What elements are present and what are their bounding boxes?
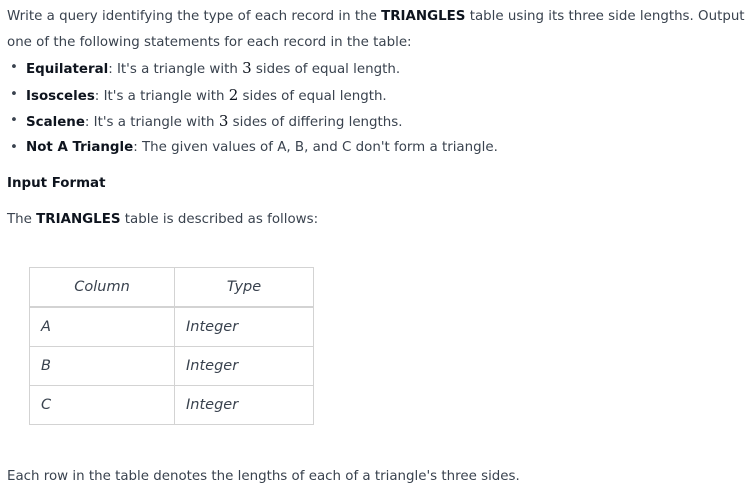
type-term: Not A Triangle — [26, 139, 134, 155]
bullet-icon: • — [10, 86, 18, 102]
columns-table — [29, 267, 314, 425]
type-num: 3 — [218, 112, 229, 130]
problem-statement — [7, 4, 747, 484]
bullet-icon: • — [10, 60, 18, 75]
table-row — [30, 386, 314, 425]
table-row — [30, 347, 314, 386]
type-desc-end: sides of equal length. — [238, 88, 387, 104]
column-cell: A — [30, 307, 175, 347]
column-header: Column — [30, 268, 175, 308]
intro-text: Write a query identifying the type of each record in the — [7, 9, 382, 24]
type-desc: : It's a triangle with — [84, 115, 219, 130]
desc-text-end: table is described as follows: — [120, 212, 319, 227]
type-desc-end: sides of differing lengths. — [228, 115, 403, 130]
column-cell: B — [30, 347, 175, 386]
desc-table-name: TRIANGLES — [36, 212, 121, 227]
intro-text-end: table using its three side lengths. Output one of the following statements for each record in the table: — [7, 9, 745, 50]
input-format-heading: Input Format — [7, 176, 106, 191]
table-description — [7, 211, 318, 229]
type-num: 3 — [242, 59, 252, 77]
table-header-row — [30, 268, 314, 308]
list-item — [7, 55, 498, 82]
type-desc-end: sides of equal length. — [251, 62, 401, 77]
intro-table-name: TRIANGLES — [381, 9, 466, 24]
list-item — [7, 82, 498, 109]
bullet-icon: • — [10, 139, 18, 155]
type-term: Equilateral — [26, 62, 109, 77]
type-desc: : The given values of A, B, and C don't form a triangle. — [133, 139, 498, 155]
footer-text: Each row in the table denotes the lengths of each of a triangle's three sides. — [7, 469, 520, 484]
type-cell: Integer — [175, 307, 314, 347]
list-item — [7, 135, 498, 162]
type-cell: Integer — [175, 347, 314, 386]
list-item — [7, 108, 498, 135]
type-num: 2 — [228, 85, 239, 104]
type-header: Type — [175, 268, 314, 308]
table-row — [30, 307, 314, 347]
triangle-types-list — [7, 55, 498, 161]
desc-text: The — [7, 212, 37, 227]
bullet-icon: • — [10, 113, 18, 128]
type-term: Scalene — [26, 115, 85, 130]
column-cell: C — [30, 386, 175, 425]
type-desc: : It's a triangle with — [108, 62, 243, 77]
intro-paragraph — [7, 4, 747, 56]
type-term: Isosceles — [26, 88, 95, 104]
type-desc: : It's a triangle with — [94, 88, 229, 104]
type-cell: Integer — [175, 386, 314, 425]
